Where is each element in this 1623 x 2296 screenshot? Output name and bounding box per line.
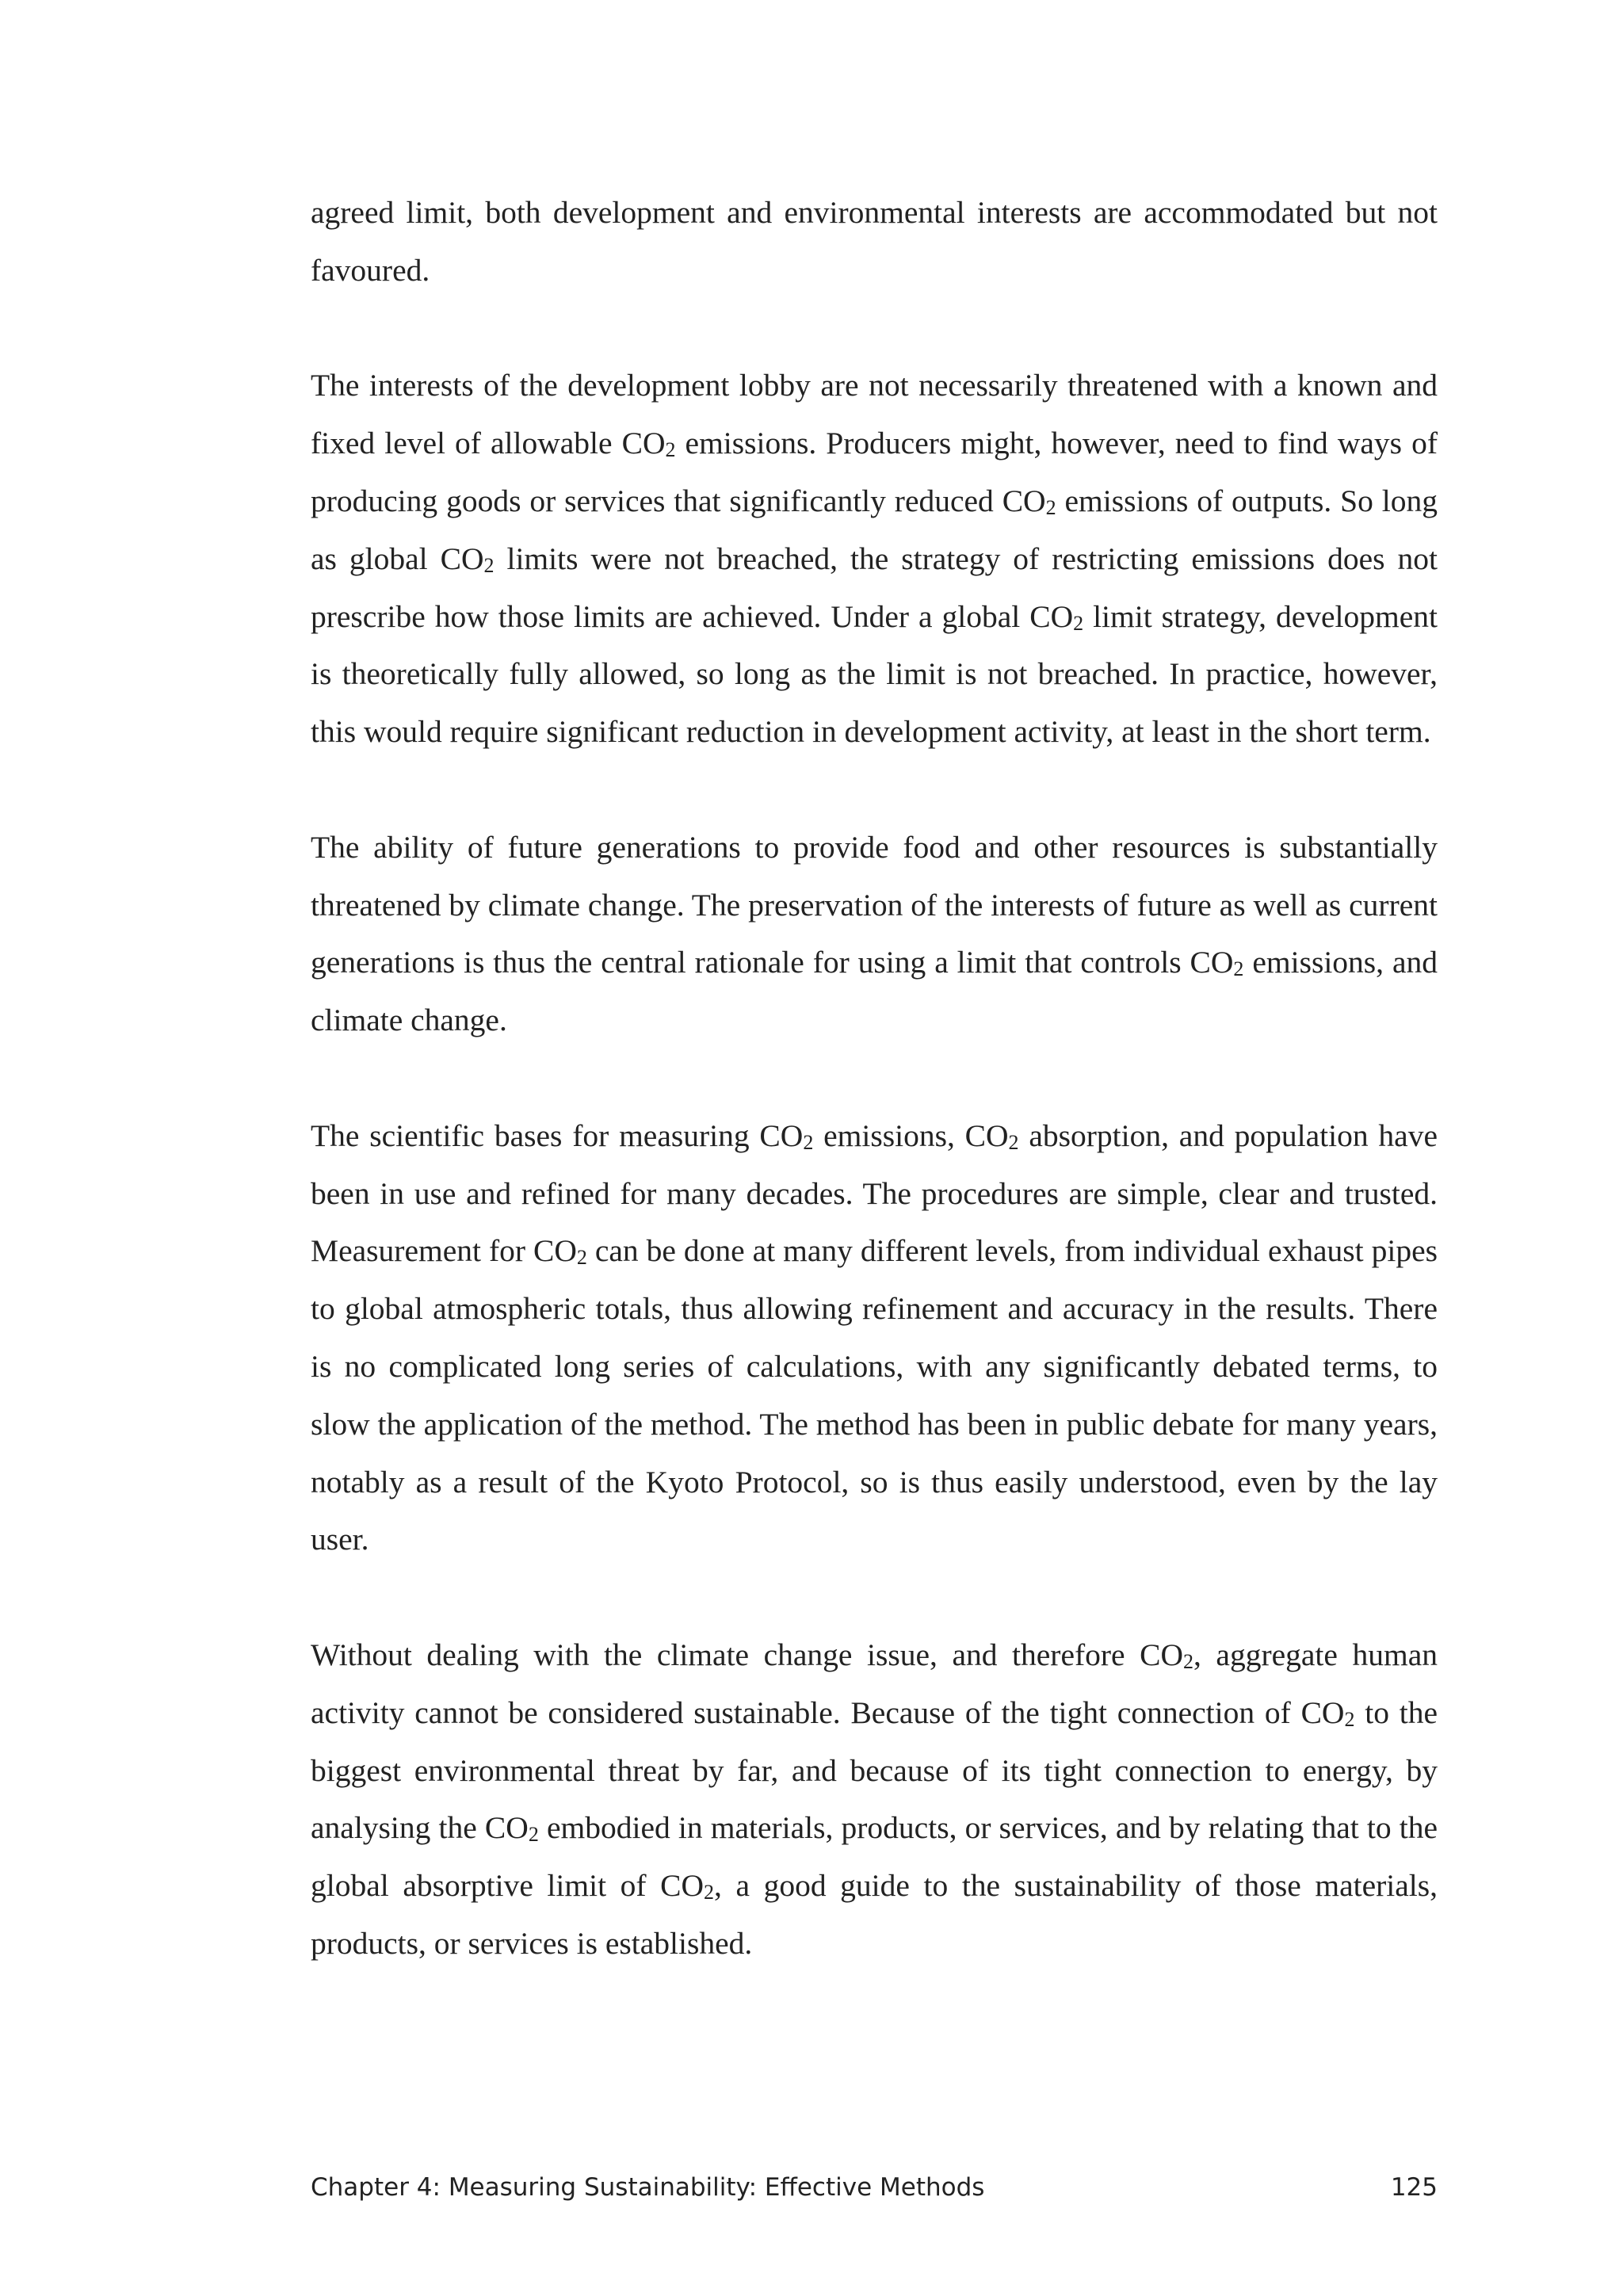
subscript-2: 2: [1183, 1649, 1193, 1673]
subscript-2: 2: [528, 1823, 539, 1847]
subscript-2: 2: [1008, 1130, 1019, 1154]
subscript-2: 2: [803, 1130, 814, 1154]
paragraph-3: The ability of future generations to provide food and other resources is substantially threatened by climate change. The preservation of the interests of future as well as current generations is thus the central rationale for using a limit that controls $CO_2$ emissions, and climate change.: [311, 829, 1438, 1038]
body-text: [311, 184, 1438, 1973]
paragraph-5: Without dealing with the climate change issue, and therefore $CO_2$, aggregate human activity cannot be considered sustainable. Because of the tight connection of $CO_2$ to the biggest environmental threat by far, and because of its tight connection to energy, by analysing the $CO_2$ embodied in materials, products, or services, and by relating that to the global absorptive limit of $CO_2$, a good guide to the sustainability of those materials, products, or services is established.: [311, 1637, 1438, 1961]
footer-chapter-title: Chapter 4: Measuring Sustainability: Effective Methods: [311, 2173, 985, 2202]
subscript-2: 2: [1344, 1707, 1355, 1731]
subscript-2: 2: [1073, 611, 1084, 635]
paragraph-1: agreed limit, both development and environmental interests are accommodated but not favoured.: [311, 195, 1438, 288]
page-number: 125: [1390, 2173, 1438, 2202]
paragraph-2: The interests of the development lobby are not necessarily threatened with a known and fixed level of allowable $CO_2$ emissions. Producers might, however, need to find ways of producing goods or services that significantly reduced $CO_2$ emissions of outputs. So long as global $CO_2$ limits were not breached, the strategy of restricting emissions does not prescribe how those limits are achieved. Under a global $CO_2$ limit strategy, development is theoretically fully allowed, so long as the limit is not breached. In practice, however, this would require significant reduction in development activity, at least in the short term.: [311, 368, 1438, 750]
subscript-2: 2: [483, 553, 495, 577]
subscript-2: 2: [665, 438, 676, 462]
subscript-2: 2: [1045, 495, 1056, 519]
subscript-2: 2: [1233, 957, 1244, 981]
subscript-2: 2: [576, 1246, 587, 1270]
paragraph-4: The scientific bases for measuring $CO_2$ emissions, $CO_2$ absorption, and population have been in use and refined for many decades. The procedures are simple, clear and trusted. Measurement for $CO_2$ can be done at many different levels, from individual exhaust pipes to global atmospheric totals, thus allowing refinement and accuracy in the results. There is no complicated long series of calculations, with any significantly debated terms, to slow the application of the method. The method has been in public debate for many years, notably as a result of the Kyoto Protocol, so is thus easily understood, even by the lay user.: [311, 1117, 1438, 1557]
subscript-2: 2: [704, 1881, 715, 1904]
